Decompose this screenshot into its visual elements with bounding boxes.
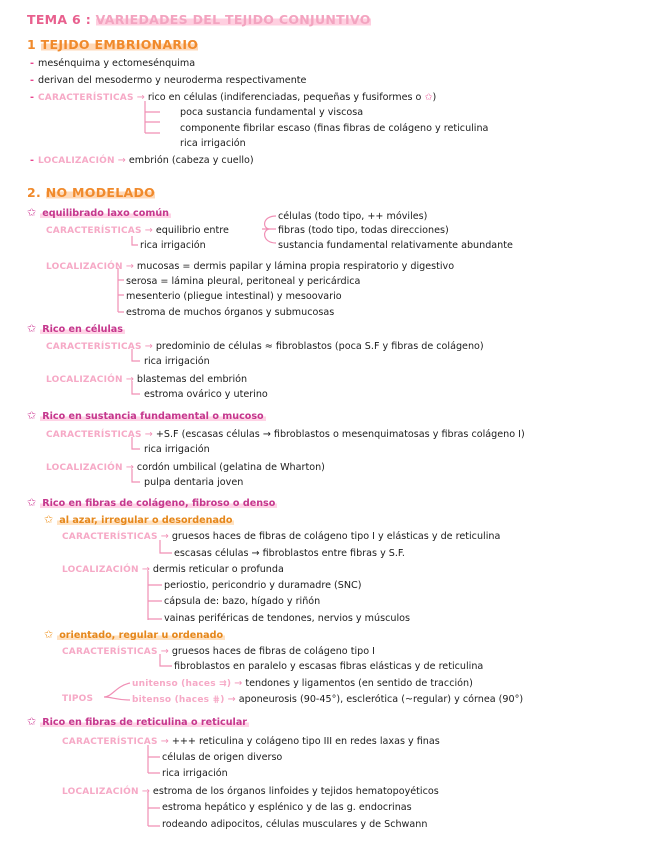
s2b-title: Rico en células: [42, 324, 123, 335]
list-item: [62, 645, 375, 659]
title-prefix: TEMA 6: [27, 12, 82, 27]
subsection-heading: [27, 715, 249, 729]
arrow-right-icon: →: [234, 678, 243, 689]
star-icon: ✩: [27, 409, 37, 422]
tipo-1-label: unitenso (haces ⇉): [132, 679, 232, 689]
star-icon: ✩: [27, 206, 37, 219]
s2a-loc-1: mucosas = dermis papilar y lámina propia respiratorio y digestivo: [136, 261, 455, 272]
s2e-loc-3: rodeando adipocitos, células musculares y de Schwann: [162, 819, 428, 830]
s2b-caract-1: predominio de células ≈ fibroblastos (poca S.F y fibras de colágeno): [155, 341, 484, 352]
star-icon: ✩: [27, 496, 37, 509]
s2d1-loc-1: dermis reticular o profunda: [152, 564, 284, 575]
tipo-2-text: aponeurosis (90-45°), esclerótica (~regular) y córnea (90°): [238, 694, 524, 705]
s2e-title: Rico en fibras de reticulina o reticular: [42, 717, 248, 728]
subsection-heading: [27, 409, 266, 423]
s2e-loc-2: estroma hepático y esplénico y de las g. endocrinas: [162, 802, 412, 813]
star-icon: ✩: [44, 628, 54, 641]
caract-label: CARACTERÍSTICAS: [46, 226, 142, 236]
arrow-right-icon: →: [125, 374, 134, 385]
s1-line-1: mesénquima y ectomesénquima: [37, 58, 196, 69]
loc-label: LOCALIZACIÓN: [46, 262, 123, 272]
arrow-right-icon: →: [117, 155, 126, 166]
s2a-branch-3: sustancia fundamental relativamente abundante: [278, 240, 513, 251]
s2b-loc-2: estroma ovárico y uterino: [144, 389, 268, 400]
section-2-number: 2.: [27, 185, 42, 200]
s2a-loc-4: estroma de muchos órganos y submucosas: [126, 307, 335, 318]
list-item: [30, 91, 436, 105]
s2e-loc-1: estroma de los órganos linfoides y tejidos hematopoyéticos: [152, 786, 439, 797]
s2d1-title: al azar, irregular o desordenado: [59, 515, 233, 526]
s1-line-2: derivan del mesodermo y neuroderma respectivamente: [37, 75, 307, 86]
list-item: [30, 57, 195, 70]
star-icon: ✩: [424, 92, 433, 103]
s2a-caract-2: rica irrigación: [140, 240, 206, 251]
star-icon: ✩: [27, 715, 37, 728]
list-item: [46, 373, 247, 387]
caract-label: CARACTERÍSTICAS: [46, 430, 142, 440]
s2d1-loc-2: periostio, pericondrio y duramadre (SNC): [164, 580, 362, 591]
dash-icon: -: [30, 58, 34, 69]
s2a-caract-1: equilibrio entre: [155, 225, 229, 236]
dash-icon: -: [30, 75, 34, 86]
tipo-1-text: tendones y ligamentos (en sentido de tracción): [245, 678, 473, 689]
list-item: [62, 735, 440, 749]
arrow-right-icon: →: [141, 564, 150, 575]
list-item: [132, 677, 473, 691]
subsection-heading: [44, 513, 234, 527]
list-item: [132, 693, 523, 707]
s2c-caract-1: +S.F (escasas células → fibroblastos o mesenquimatosas y fibras colágeno I): [155, 429, 525, 440]
arrow-right-icon: →: [160, 646, 169, 657]
loc-label: LOCALIZACIÓN: [37, 156, 115, 166]
section-2-heading: [27, 186, 155, 199]
s2a-title: equilibrado laxo común: [42, 208, 169, 219]
dash-icon: -: [30, 155, 34, 166]
list-item: [46, 428, 525, 442]
s1-caract-1-end: ): [432, 92, 437, 103]
subsection-heading: [27, 496, 277, 510]
section-1-heading: [27, 38, 198, 51]
subsection-heading: [44, 628, 225, 642]
page-title: [27, 13, 371, 26]
subsection-heading: [27, 322, 125, 336]
s2a-loc-2: serosa = lámina pleural, peritoneal y pericárdica: [126, 276, 361, 287]
s2d-title: Rico en fibras de colágeno, fibroso o denso: [42, 498, 276, 509]
loc-label: LOCALIZACIÓN: [62, 787, 139, 797]
s2c-title: Rico en sustancia fundamental o mucoso: [42, 411, 264, 422]
list-item: [62, 563, 284, 577]
caract-label: CARACTERÍSTICAS: [62, 532, 158, 542]
title-text: VARIEDADES DEL TEJIDO CONJUNTIVO: [95, 12, 371, 27]
s2a-branch-1: células (todo tipo, ++ móviles): [278, 211, 428, 222]
star-icon: ✩: [27, 322, 37, 335]
caract-label: CARACTERÍSTICAS: [37, 93, 134, 103]
list-item: [30, 74, 306, 87]
tipo-2-label: bitenso (haces ⋕): [132, 695, 225, 705]
s2c-caract-2: rica irrigación: [144, 444, 210, 455]
arrow-right-icon: →: [227, 694, 236, 705]
section-1-number: 1: [27, 37, 36, 52]
list-item: [46, 224, 229, 238]
s2e-caract-1: +++ reticulina y colágeno tipo III en redes laxas y finas: [171, 736, 440, 747]
tipos-label: TIPOS: [62, 694, 94, 704]
title-separator: :: [85, 12, 91, 27]
s1-caract-4: rica irrigación: [180, 138, 246, 149]
s2d2-caract-2: fibroblastos en paralelo y escasas fibras elásticas y de reticulina: [174, 661, 484, 672]
s1-loc: embrión (cabeza y cuello): [128, 155, 254, 166]
arrow-right-icon: →: [144, 429, 153, 440]
s2e-caract-2: células de origen diverso: [162, 752, 283, 763]
caract-label: CARACTERÍSTICAS: [46, 342, 142, 352]
s1-caract-2: poca sustancia fundamental y viscosa: [180, 107, 364, 118]
s2a-branch-2: fibras (todo tipo, todas direcciones): [278, 225, 449, 236]
s2d2-caract-1: gruesos haces de fibras de colágeno tipo I: [171, 646, 375, 657]
arrow-right-icon: →: [144, 341, 153, 352]
s2b-loc-1: blastemas del embrión: [136, 374, 248, 385]
section-2-title: NO MODELADO: [45, 185, 156, 200]
loc-label: LOCALIZACIÓN: [62, 565, 139, 575]
list-item: [46, 260, 454, 274]
s2b-caract-2: rica irrigación: [144, 356, 210, 367]
section-1-title: TEJIDO EMBRIONARIO: [40, 37, 199, 52]
s2c-loc-2: pulpa dentaria joven: [144, 477, 244, 488]
list-item: [46, 461, 325, 475]
list-item: [30, 154, 254, 168]
arrow-right-icon: →: [144, 225, 153, 236]
list-item: [46, 340, 484, 354]
s1-caract-3: componente fibrilar escaso (finas fibras de colágeno y reticulina: [180, 123, 489, 134]
arrow-right-icon: →: [160, 736, 169, 747]
caract-label: CARACTERÍSTICAS: [62, 737, 158, 747]
s2d2-title: orientado, regular u ordenado: [59, 630, 224, 641]
s2d1-caract-2: escasas células → fibroblastos entre fibras y S.F.: [174, 548, 405, 559]
arrow-right-icon: →: [141, 786, 150, 797]
arrow-right-icon: →: [160, 531, 169, 542]
s2d1-caract-1: gruesos haces de fibras de colágeno tipo I y elásticas y de reticulina: [171, 531, 501, 542]
s2a-loc-3: mesenterio (pliegue intestinal) y mesoovario: [126, 291, 342, 302]
loc-label: LOCALIZACIÓN: [46, 463, 123, 473]
star-icon: ✩: [44, 513, 54, 526]
list-item: [62, 785, 439, 799]
loc-label: LOCALIZACIÓN: [46, 375, 123, 385]
s2c-loc-1: cordón umbilical (gelatina de Wharton): [136, 462, 325, 473]
dash-icon: -: [30, 92, 34, 103]
caract-label: CARACTERÍSTICAS: [62, 647, 158, 657]
list-item: [62, 692, 93, 706]
s2d1-loc-3: cápsula de: bazo, hígado y riñón: [164, 596, 321, 607]
s2e-caract-3: rica irrigación: [162, 768, 228, 779]
arrow-right-icon: →: [136, 92, 145, 103]
subsection-heading: [27, 206, 171, 220]
arrow-right-icon: →: [125, 261, 134, 272]
arrow-right-icon: →: [125, 462, 134, 473]
list-item: [62, 530, 500, 544]
s1-caract-1: rico en células (indiferenciadas, pequeñas y fusiformes o: [147, 92, 422, 103]
s2d1-loc-4: vainas periféricas de tendones, nervios y músculos: [164, 613, 410, 624]
